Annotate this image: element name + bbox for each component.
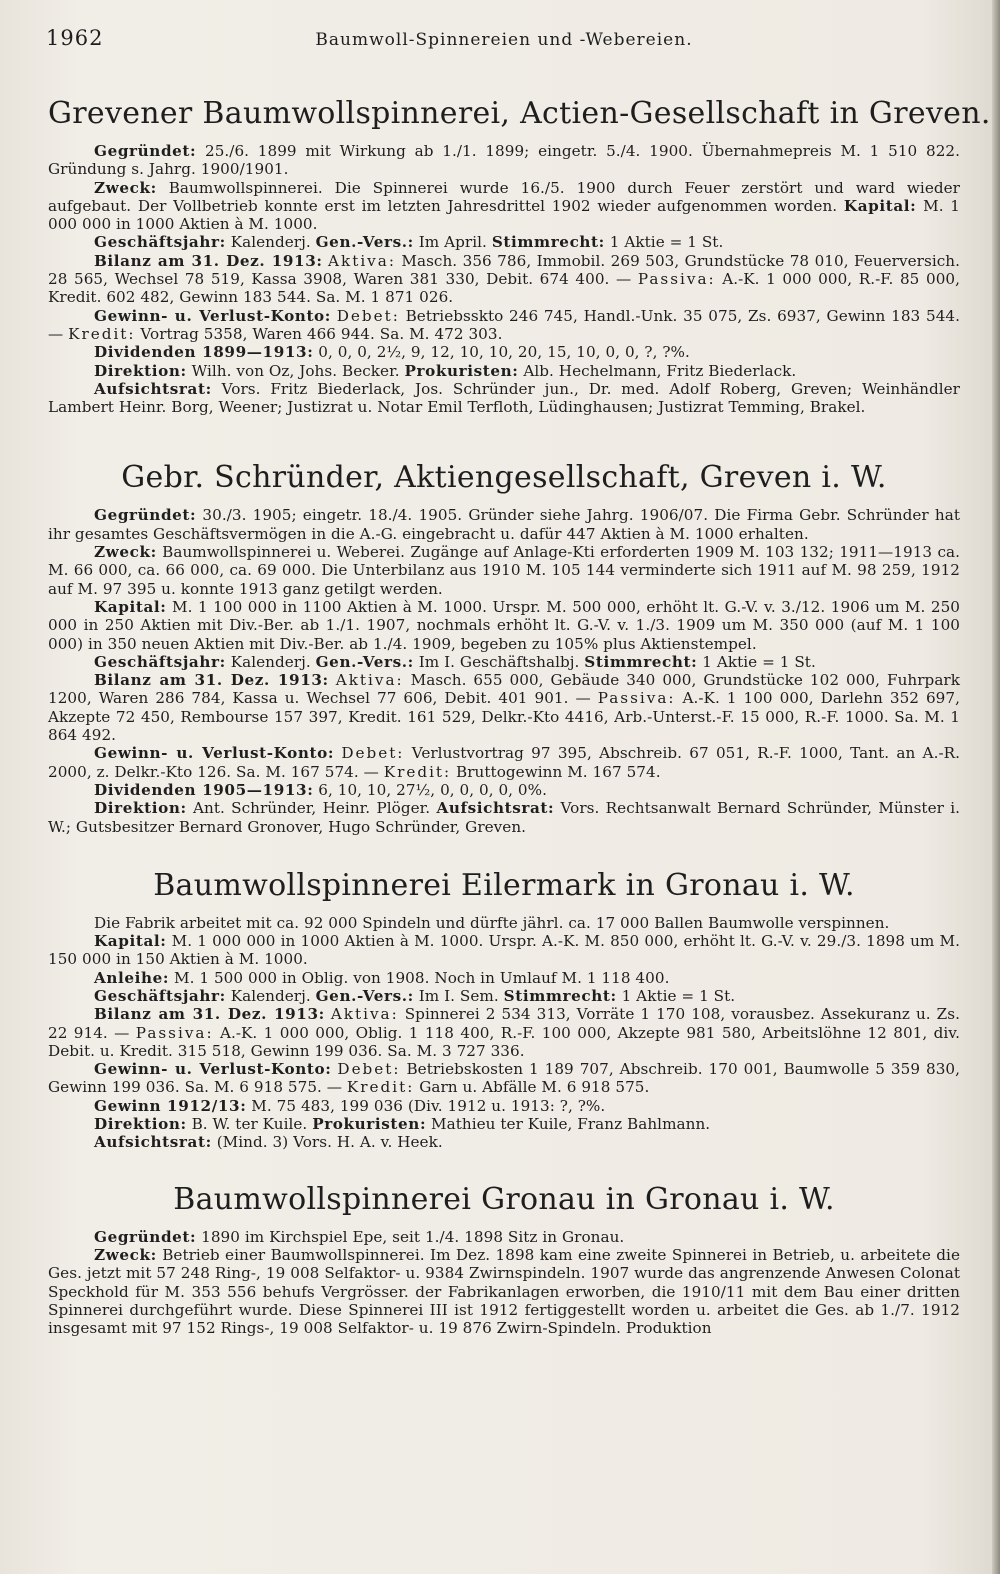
field-label: Aufsichtsrat:	[436, 799, 555, 818]
entry-paragraph	[48, 307, 960, 344]
field-label: Gewinn 1912/13:	[94, 1096, 247, 1115]
account-side-label: Kredit:	[68, 324, 136, 343]
page-number: 1962	[46, 26, 104, 50]
entry-text: A.-K. 1 000 000, R.-F. 85 000, Kredit. 602 482, Gewinn 183 544. Sa. M. 1 871 026.	[48, 270, 960, 307]
entry-paragraph	[48, 744, 960, 781]
entry-paragraph	[48, 1060, 960, 1097]
account-side-label: Debet:	[341, 744, 405, 763]
entry-text: Im I. Sem.	[413, 986, 504, 1005]
field-label: Gegründet:	[94, 142, 197, 160]
entry-paragraph	[48, 179, 960, 234]
entry-paragraph	[48, 142, 960, 179]
entry-paragraph	[48, 1133, 960, 1151]
entry-paragraph	[48, 380, 960, 417]
entry-paragraph	[48, 252, 960, 307]
entry-paragraph	[48, 1228, 960, 1246]
field-label: Stimmrecht:	[584, 652, 698, 671]
entry-text: Kalenderj.	[225, 233, 316, 252]
field-label: Zweck:	[94, 178, 157, 197]
entry-text: Masch. 356 786, Immobil. 269 503, Grundstücke 78 010, Feuerversich. 28 565, Wechsel 78 519, Kassa 3908, Waren 381 330, Debit. 674 400. —	[48, 251, 960, 289]
field-label: Gegründet:	[94, 1227, 197, 1246]
entry-text: Die Fabrik arbeitet mit ca. 92 000 Spindeln und dürfte jährl. ca. 17 000 Ballen Baumwolle verspinnen.	[94, 913, 890, 932]
entry-text: (Mind. 3) Vors. H. A. v. Heek.	[211, 1133, 443, 1152]
entry-text: Betriebskosten 1 189 707, Abschreib. 170 001, Baumwolle 5 359 830, Gewinn 199 036. Sa. M. 6 918 575. —	[48, 1060, 960, 1097]
entry-text: A.-K. 1 100 000, Darlehn 352 697, Akzepte 72 450, Rembourse 157 397, Kredit. 161 529, Delkr.-Kto 4416, Arb.-Unterst.-F. 15 000, R.-F. 1000. Sa. M. 1 864 492.	[48, 689, 960, 745]
company-title: Baumwollspinnerei Eilermark in Gronau i. W.	[153, 867, 855, 903]
entry-text: Vortrag 5358, Waren 466 944. Sa. M. 472 303.	[135, 324, 503, 343]
entry-body	[48, 1228, 960, 1338]
entry-text: 1 Aktie = 1 St.	[604, 233, 724, 252]
entry-text: Im I. Geschäftshalbj.	[413, 652, 585, 671]
entry-text: Alb. Hechelmann, Fritz Biederlack.	[518, 361, 797, 380]
entry-text: 1 Aktie = 1 St.	[697, 652, 816, 671]
field-label: Bilanz am 31. Dez. 1913:	[94, 251, 323, 270]
entry-text: M. 1 500 000 in Oblig. von 1908. Noch in Umlauf M. 1 118 400.	[169, 968, 670, 987]
entry-paragraph	[48, 362, 960, 380]
field-label: Prokuristen:	[404, 361, 519, 380]
entry-paragraph	[48, 506, 960, 543]
account-side-label: Debet:	[336, 306, 400, 325]
entry-text: Mathieu ter Kuile, Franz Bahlmann.	[426, 1115, 711, 1134]
entry-text: A.-K. 1 000 000, Oblig. 1 118 400, R.-F. 100 000, Akzepte 981 580, Arbeitslöhne 12 801, div. Debit. u. Kredit. 315 518, Gewinn 199 036. Sa. M. 3 727 336.	[48, 1023, 960, 1060]
field-label: Gen.-Vers.:	[315, 986, 414, 1005]
entry-paragraph	[48, 987, 960, 1005]
entry-paragraph	[48, 653, 960, 671]
entry-text: Vors. Fritz Biederlack, Jos. Schründer jun., Dr. med. Adolf Roberg, Greven; Weinhändler Lambert Heinr. Borg, Weener; Justizrat u. Notar Emil Terfloth, Lüdinghausen; Justizrat Temming, Brakel.	[48, 379, 960, 417]
company-title: Grevener Baumwollspinnerei, Actien-Gesellschaft in Greven.	[48, 96, 991, 131]
company-title: Baumwollspinnerei Gronau in Gronau i. W.	[173, 1181, 835, 1217]
entry-text: Kalenderj.	[225, 986, 316, 1005]
entry-text: Ant. Schründer, Heinr. Plöger.	[186, 799, 437, 818]
field-label: Gewinn- u. Verlust-Konto:	[94, 744, 335, 763]
field-label: Bilanz am 31. Dez. 1913:	[94, 671, 329, 690]
account-side-label: Kredit:	[383, 762, 452, 781]
account-side-label: Passiva:	[597, 689, 676, 708]
page-edge-shadow	[992, 0, 1000, 1574]
entry-text: 1 Aktie = 1 St.	[616, 986, 736, 1005]
field-label: Gen.-Vers.:	[315, 233, 414, 252]
entry-paragraph	[48, 1246, 960, 1337]
entry-text: Betrieb einer Baumwollspinnerei. Im Dez. 1898 kam eine zweite Spinnerei in Betrieb, u. arbeitete die Ges. jetzt mit 57 248 Ring-, 19 008 Selfaktor- u. 9384 Zwirnspindeln. 1907 wurde das angrenzende Anwesen Colonat Speckhold für M. 353 556 behufs Vergrösser. der Fabrikanlagen erworben, die 1910/11 mit dem Bau einer dritten Spinnerei durchgeführt wurde. Diese Spinnerei III ist 1912 fertiggestellt worden u. arbeitet die Ges. ab 1./7. 1912 insgesamt mit 97 152 Rings-, 19 008 Selfaktor- u. 19 876 Zwirn-Spindeln. Produktion	[48, 1245, 960, 1338]
entry-text: 25./6. 1899 mit Wirkung ab 1./1. 1899; eingetr. 5./4. 1900. Übernahmepreis M. 1 510 822. Gründung s. Jahrg. 1900/1901.	[48, 142, 960, 179]
entry-text: 0, 0, 0, 2½, 9, 12, 10, 10, 20, 15, 10, 0, 0, ?, ?%.	[313, 343, 690, 362]
entry-paragraph	[48, 543, 960, 598]
field-label: Aufsichtsrat:	[94, 1133, 212, 1152]
entry-paragraph	[48, 233, 960, 251]
running-title: Baumwoll-Spinnereien und -Webereien.	[315, 30, 693, 50]
account-side-label: Passiva:	[135, 1023, 214, 1042]
account-side-label: Aktiva:	[330, 1005, 399, 1024]
company-entry	[48, 96, 991, 417]
entry-paragraph	[48, 343, 960, 361]
page-header	[48, 22, 960, 56]
entry-paragraph	[48, 781, 960, 799]
field-label: Kapital:	[843, 196, 917, 215]
entry-body	[48, 506, 960, 835]
entry-text: Im April.	[413, 233, 492, 252]
entry-text: 30./3. 1905; eingetr. 18./4. 1905. Gründer siehe Jahrg. 1906/07. Die Firma Gebr. Schründer hat ihr gesamtes Geschäftsvermögen in die A.-G. eingebracht u. dafür 447 Aktien à M. 1000 erhalten.	[48, 506, 960, 543]
field-label: Kapital:	[94, 932, 167, 951]
entry-text: Spinnerei 2 534 313, Vorräte 1 170 108, vorausbez. Assekuranz u. Zs. 22 914. —	[48, 1005, 960, 1042]
field-label: Gewinn- u. Verlust-Konto:	[94, 306, 331, 325]
field-label: Stimmrecht:	[491, 233, 605, 252]
entry-text: 6, 10, 10, 27½, 0, 0, 0, 0, 0%.	[313, 780, 548, 799]
field-label: Direktion:	[94, 799, 187, 818]
field-label: Zweck:	[94, 543, 157, 562]
entry-text: Baumwollspinnerei. Die Spinnerei wurde 16./5. 1900 durch Feuer zerstört und ward wieder aufgebaut. Der Vollbetrieb konnte erst im letzten Jahresdrittel 1902 wieder aufgenommen worden.	[48, 178, 960, 215]
company-entry	[48, 1182, 960, 1338]
field-label: Dividenden 1905—1913:	[94, 780, 314, 799]
entry-text: Masch. 655 000, Gebäude 340 000, Grundstücke 102 000, Fuhrpark 1200, Waren 286 784, Kassa u. Wechsel 77 606, Debit. 401 901. —	[48, 671, 960, 708]
field-label: Geschäftsjahr:	[94, 652, 226, 671]
field-label: Zweck:	[94, 1245, 157, 1264]
entry-text: B. W. ter Kuile.	[186, 1115, 313, 1134]
entry-text: M. 75 483, 199 036 (Div. 1912 u. 1913: ?, ?%.	[246, 1096, 606, 1115]
entry-body	[48, 914, 960, 1152]
account-side-label: Aktiva:	[335, 671, 404, 690]
account-side-label: Kredit:	[346, 1078, 415, 1097]
entry-paragraph	[48, 671, 960, 744]
entry-text: Vors. Rechtsanwalt Bernard Schründer, Münster i. W.; Gutsbesitzer Bernard Gronover, Hugo Schründer, Greven.	[48, 799, 960, 836]
company-title: Gebr. Schründer, Aktiengesellschaft, Greven i. W.	[121, 460, 887, 496]
entry-text: Betriebsskto 246 745, Handl.-Unk. 35 075, Zs. 6937, Gewinn 183 544. —	[48, 306, 960, 343]
field-label: Anleihe:	[94, 968, 170, 987]
field-label: Gen.-Vers.:	[315, 652, 414, 671]
entry-body	[48, 142, 960, 416]
entry-text: Baumwollspinnerei u. Weberei. Zugänge auf Anlage-Kti erforderten 1909 M. 103 132; 1911—1913 ca. M. 66 000, ca. 66 000, ca. 69 000. Die Unterbilanz aus 1910 M. 105 144 verminderte sich 1911 auf M. 98 259, 1912 auf M. 97 395 u. konnte 1913 ganz getilgt werden.	[48, 543, 960, 598]
entry-paragraph	[48, 969, 960, 987]
entry-paragraph	[48, 1097, 960, 1115]
field-label: Gewinn- u. Verlust-Konto:	[94, 1060, 332, 1079]
entry-text: Garn u. Abfälle M. 6 918 575.	[414, 1078, 650, 1097]
entry-paragraph	[48, 1115, 960, 1133]
field-label: Prokuristen:	[312, 1115, 427, 1134]
entry-text	[329, 671, 336, 689]
entry-text: M. 1 000 000 in 1000 Aktien à M. 1000. Urspr. A.-K. M. 850 000, erhöht lt. G.-V. v. 29./3. 1898 um M. 150 000 in 150 Aktien à M. 1000.	[48, 932, 960, 969]
entry-text: Wilh. von Oz, Johs. Becker.	[186, 361, 405, 380]
field-label: Direktion:	[94, 1115, 187, 1134]
entry-text: Bruttogewinn M. 167 574.	[451, 762, 661, 781]
field-label: Kapital:	[94, 597, 167, 616]
entry-paragraph	[48, 1005, 960, 1060]
entry-paragraph	[48, 932, 960, 969]
field-label: Gegründet:	[94, 506, 197, 525]
company-entry	[48, 868, 960, 1152]
entry-text: Kalenderj.	[225, 652, 316, 671]
field-label: Stimmrecht:	[503, 986, 617, 1005]
company-entry	[48, 460, 960, 835]
entry-paragraph	[48, 598, 960, 653]
entry-paragraph	[48, 799, 960, 836]
field-label: Geschäftsjahr:	[94, 233, 226, 252]
field-label: Geschäftsjahr:	[94, 986, 226, 1005]
account-side-label: Debet:	[337, 1060, 401, 1079]
account-side-label: Aktiva:	[328, 251, 396, 270]
entry-text: M. 1 100 000 in 1100 Aktien à M. 1000. Urspr. M. 500 000, erhöht lt. G.-V. v. 3./12. 1906 um M. 250 000 in 250 Aktien mit Div.-Ber. ab 1./1. 1907, nochmals erhöht lt. G.-V. v. 1./3. 1909 um M. 350 000 (auf M. 1 100 000) in 350 neuen Aktien mit Div.-Ber. ab 1./4. 1909, begeben zu 105% plus Aktienstempel.	[48, 597, 960, 653]
field-label: Aufsichtsrat:	[94, 379, 212, 398]
field-label: Dividenden 1899—1913:	[94, 343, 314, 362]
entry-paragraph	[48, 914, 960, 932]
field-label: Direktion:	[94, 361, 187, 380]
account-side-label: Passiva:	[637, 270, 716, 289]
entry-text: 1890 im Kirchspiel Epe, seit 1./4. 1898 Sitz in Gronau.	[196, 1227, 625, 1246]
entry-text: Verlustvortrag 97 395, Abschreib. 67 051, R.-F. 1000, Tant. an A.-R. 2000, z. Delkr.-Kto 126. Sa. M. 167 574. —	[48, 744, 960, 781]
entry-text: M. 1 000 000 in 1000 Aktien à M. 1000.	[48, 196, 961, 234]
field-label: Bilanz am 31. Dez. 1913:	[94, 1005, 325, 1024]
